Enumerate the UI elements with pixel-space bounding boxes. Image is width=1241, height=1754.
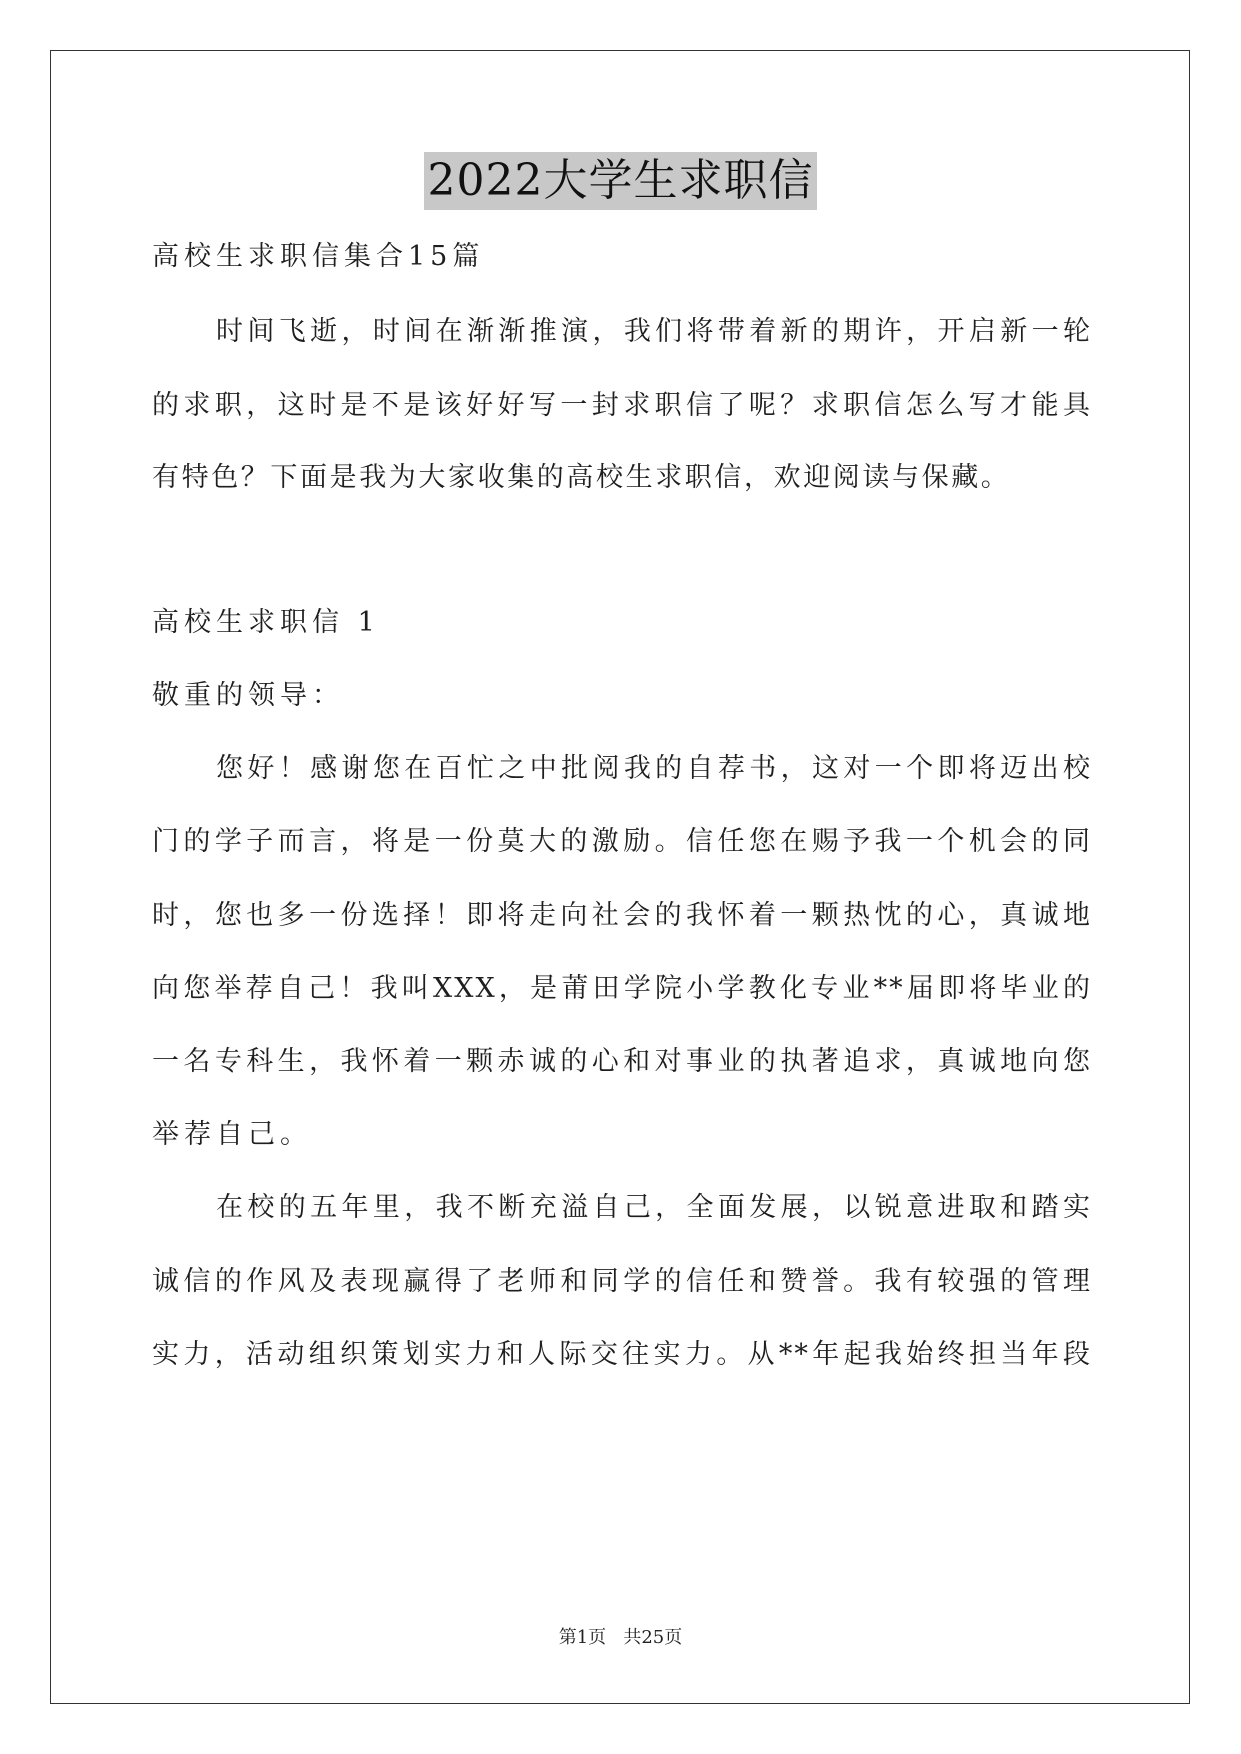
page-number: 第1页 共25页	[558, 1627, 683, 1648]
paragraph-line: 在校的五年里，我不断充溢自己，全面发展，以锐意进取和踏实	[216, 1192, 1092, 1223]
paragraph-line: 向您举荐自己！我叫XXX，是莆田学院小学教化专业**届即将毕业的	[152, 973, 1092, 1004]
document-title: 2022大学生求职信	[424, 152, 818, 210]
intro-line: 的求职，这时是不是该好好写一封求职信了呢？求职信怎么写才能具	[152, 390, 1092, 421]
page-border	[50, 50, 1190, 1704]
title-area	[0, 152, 1241, 210]
paragraph-line: 举荐自己。	[152, 1119, 312, 1150]
document-subtitle: 高校生求职信集合15篇	[152, 241, 485, 272]
page-footer	[0, 1626, 1241, 1650]
paragraph-line: 时，您也多一份选择！即将走向社会的我怀着一颗热忱的心，真诚地	[152, 900, 1092, 931]
paragraph-line: 您好！感谢您在百忙之中批阅我的自荐书，这对一个即将迈出校	[216, 753, 1092, 784]
section-heading: 高校生求职信 1	[152, 607, 380, 638]
paragraph-line: 门的学子而言，将是一份莫大的激励。信任您在赐予我一个机会的同	[152, 826, 1092, 857]
paragraph-line: 一名专科生，我怀着一颗赤诚的心和对事业的执著追求，真诚地向您	[152, 1046, 1092, 1077]
intro-line: 时间飞逝，时间在渐渐推演，我们将带着新的期许，开启新一轮	[216, 316, 1092, 347]
paragraph-line: 实力，活动组织策划实力和人际交往实力。从**年起我始终担当年段	[152, 1339, 1092, 1370]
intro-line: 有特色？下面是我为大家收集的高校生求职信，欢迎阅读与保藏。	[152, 462, 1011, 493]
paragraph-line: 诚信的作风及表现赢得了老师和同学的信任和赞誉。我有较强的管理	[152, 1266, 1092, 1297]
salutation: 敬重的领导：	[152, 680, 344, 711]
